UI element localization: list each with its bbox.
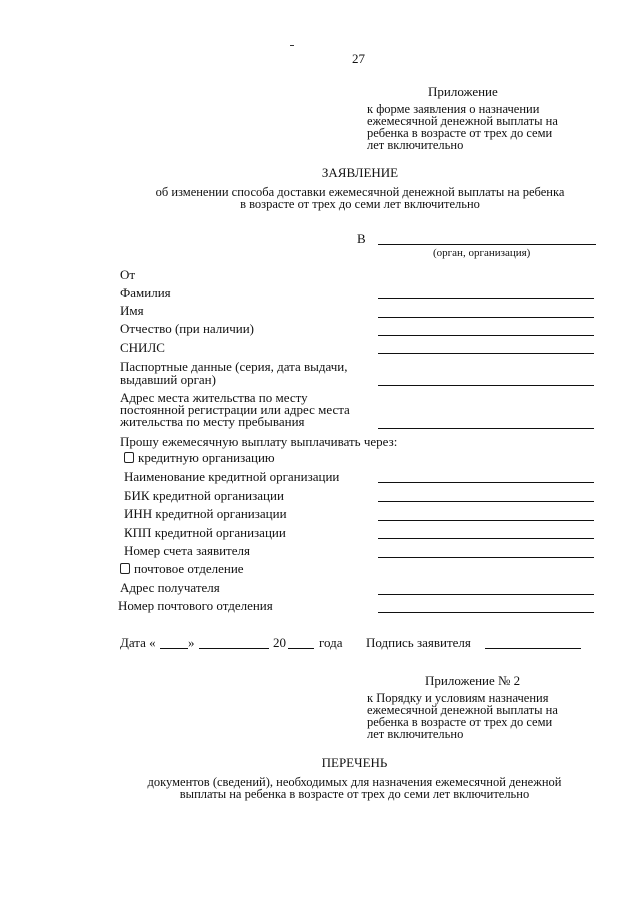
recipient-address-field[interactable]	[378, 594, 594, 595]
address-label: постоянной регистрации или адрес места	[120, 402, 350, 417]
statement-subtitle: об изменении способа доставки ежемесячной денежной выплаты на ребенка	[155, 185, 565, 199]
patronymic-field[interactable]	[378, 335, 594, 336]
snils-field[interactable]	[378, 353, 594, 354]
appendix-line: лет включительно	[367, 138, 464, 152]
page-number: 27	[352, 51, 365, 66]
date-day-field[interactable]	[160, 648, 188, 649]
passport-field[interactable]	[378, 385, 594, 386]
passport-label: Паспортные данные (серия, дата выдачи,	[120, 359, 348, 374]
name-label: Имя	[120, 303, 144, 318]
year-suffix: года	[319, 635, 343, 650]
list-subtitle: документов (сведений), необходимых для назначения ежемесячной денежной	[147, 775, 562, 789]
date-month-field[interactable]	[199, 648, 269, 649]
payment-request: Прошу ежемесячную выплату выплачивать через:	[120, 434, 398, 449]
name-field[interactable]	[378, 317, 594, 318]
date-year-field[interactable]	[288, 648, 314, 649]
account-field[interactable]	[378, 557, 594, 558]
list-subtitle: выплаты на ребенка в возрасте от трех до семи лет включительно	[179, 787, 530, 801]
appendix2-line: ребенка в возрасте от трех до семи	[367, 715, 553, 729]
to-prefix: В	[357, 231, 366, 246]
checkbox-icon[interactable]	[120, 563, 130, 574]
statement-title: ЗАЯВЛЕНИЕ	[321, 165, 399, 180]
appendix-line: к форме заявления о назначении	[367, 102, 540, 116]
credit-org-option[interactable]	[124, 451, 275, 464]
snils-label: СНИЛС	[120, 340, 165, 355]
credit-org-name-field[interactable]	[378, 482, 594, 483]
post-option-label: почтовое отделение	[134, 561, 244, 576]
signature-label: Подпись заявителя	[366, 635, 471, 650]
appendix2-title: Приложение № 2	[425, 673, 521, 688]
appendix-line: ежемесячной денежной выплаты на	[367, 114, 558, 128]
address-label: Адрес места жительства по месту	[120, 390, 308, 405]
bik-label: БИК кредитной организации	[124, 488, 284, 503]
account-label: Номер счета заявителя	[124, 543, 250, 558]
scan-mark	[290, 45, 294, 46]
post-office-number-label: Номер почтового отделения	[118, 598, 273, 613]
date-prefix: Дата «	[120, 635, 156, 650]
appendix-title: Приложение	[428, 84, 498, 99]
kpp-field[interactable]	[378, 538, 594, 539]
inn-field[interactable]	[378, 520, 594, 521]
appendix2-line: ежемесячной денежной выплаты на	[367, 703, 558, 717]
surname-field[interactable]	[378, 298, 594, 299]
address-field[interactable]	[378, 428, 594, 429]
bik-field[interactable]	[378, 501, 594, 502]
post-option[interactable]	[120, 562, 244, 575]
from-label: От	[120, 267, 136, 282]
appendix2-line: к Порядку и условиям назначения	[367, 691, 549, 705]
year-prefix: 20	[273, 635, 286, 650]
post-office-number-field[interactable]	[378, 612, 594, 613]
to-caption: (орган, организация)	[433, 247, 531, 259]
signature-field[interactable]	[485, 648, 581, 649]
list-title: ПЕРЕЧЕНЬ	[321, 755, 388, 770]
recipient-address-label: Адрес получателя	[120, 580, 220, 595]
patronymic-label: Отчество (при наличии)	[120, 321, 255, 336]
passport-label: выдавший орган)	[120, 372, 216, 387]
credit-org-name-label: Наименование кредитной организации	[124, 469, 340, 484]
surname-label: Фамилия	[120, 285, 171, 300]
appendix2-line: лет включительно	[367, 727, 464, 741]
kpp-label: КПП кредитной организации	[124, 525, 286, 540]
address-label: жительства по месту пребывания	[120, 414, 305, 429]
to-organization-line[interactable]	[378, 244, 596, 245]
credit-org-option-label: кредитную организацию	[138, 450, 275, 465]
inn-label: ИНН кредитной организации	[124, 506, 287, 521]
checkbox-icon[interactable]	[124, 452, 134, 463]
statement-subtitle: в возрасте от трех до семи лет включительно	[240, 197, 480, 211]
appendix-line: ребенка в возрасте от трех до семи	[367, 126, 553, 140]
date-close: »	[188, 635, 195, 650]
